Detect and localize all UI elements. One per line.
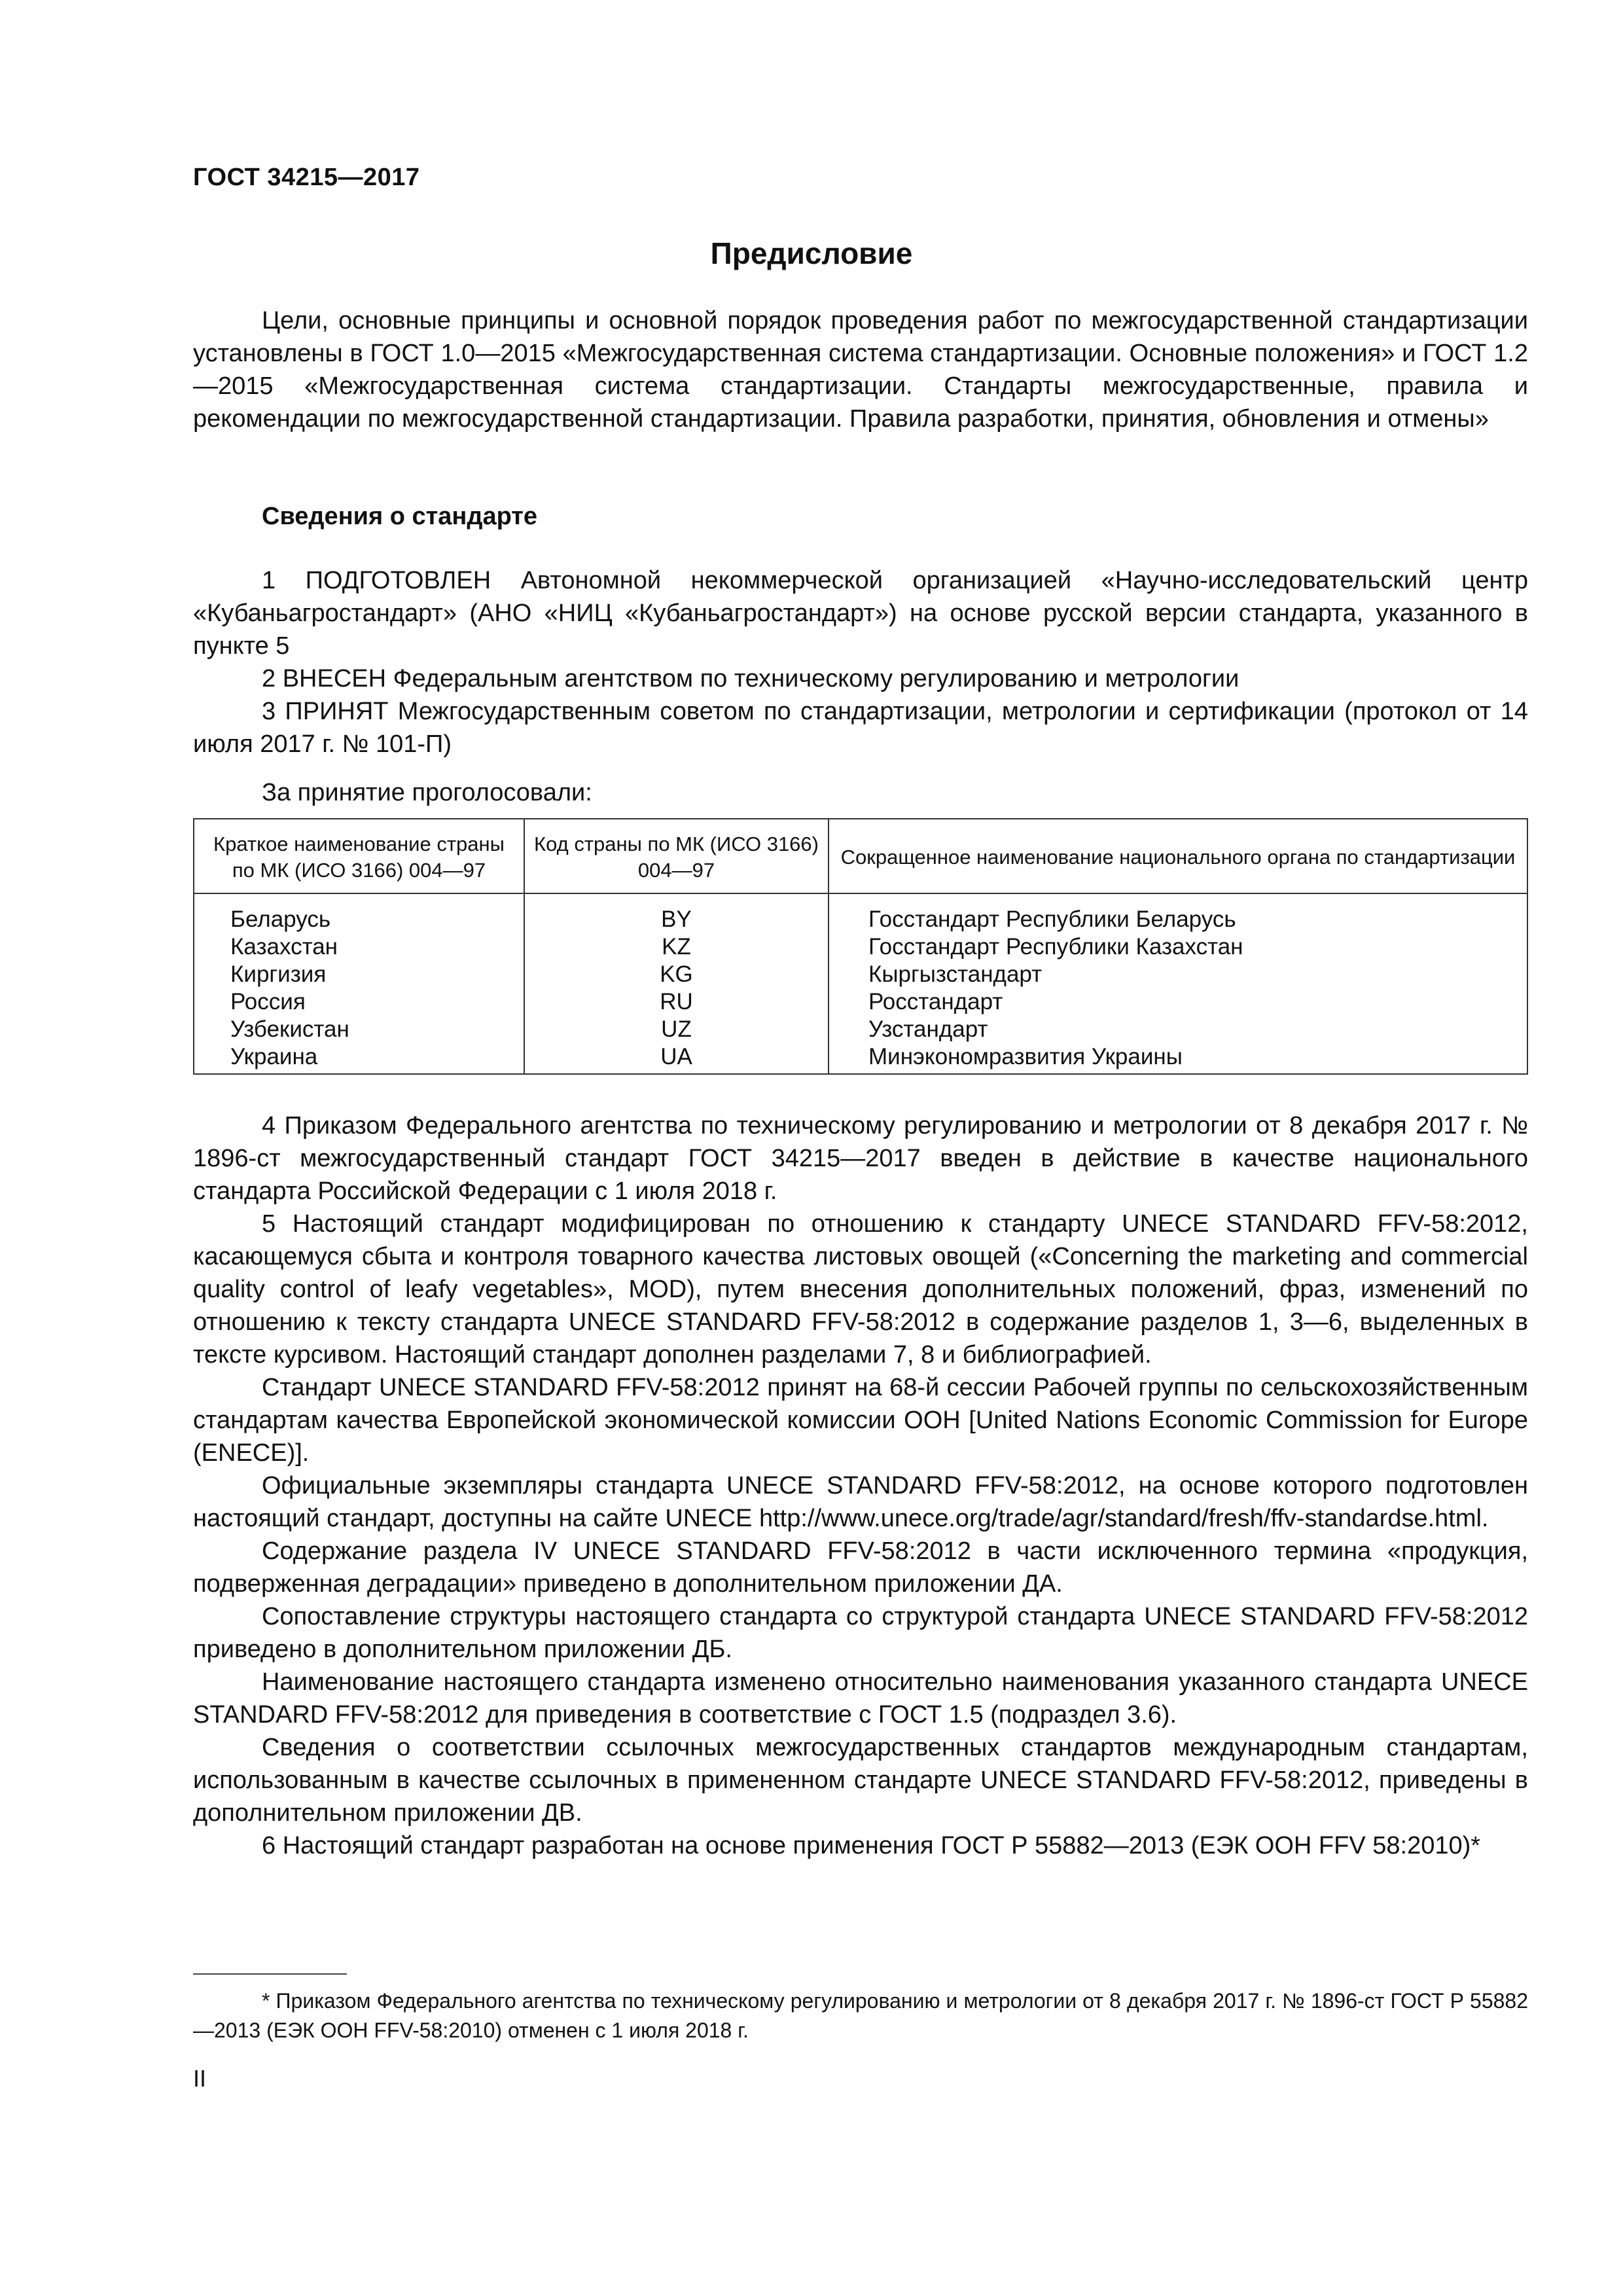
country-cell: Беларусь: [194, 893, 524, 933]
code-cell: UA: [524, 1043, 829, 1074]
page-number: II: [193, 2065, 207, 2092]
table-row: [194, 893, 1527, 933]
code-cell: UZ: [524, 1016, 829, 1043]
paragraph-structure-comparison: Сопоставление структуры настоящего стандарта со структурой стандарта UNECE STANDARD FFV-58:2012 приведено в дополнительном приложении ДБ.: [193, 1603, 1528, 1663]
items-before-table: [193, 564, 1528, 761]
item-4-enacted: 4 Приказом Федерального агентства по техническому регулированию и метрологии от 8 декабря 2017 г. № 1896-ст межгосударственный стандарт ГОСТ 34215—2017 введен в действие в качестве национального стандарта Российской Федерации с 1 июля 2018 г.: [193, 1112, 1528, 1205]
footnote-block: [193, 1986, 1528, 2045]
document-code: ГОСТ 34215—2017: [193, 164, 420, 191]
item-3-adopted: 3 ПРИНЯТ Межгосударственным советом по стандартизации, метрологии и сертификации (протокол от 14 июля 2017 г. № 101-П): [193, 698, 1528, 758]
code-cell: KZ: [524, 933, 829, 961]
country-cell: Киргизия: [194, 961, 524, 988]
footnote-text: * Приказом Федерального агентства по техническому регулированию и метрологии от 8 декабря 2017 г. № 1896-ст ГОСТ Р 55882—2013 (ЕЭК ООН FFV-58:2010) отменен с 1 июля 2018 г.: [193, 1989, 1528, 2042]
footnote-divider: [193, 1973, 347, 1975]
column-header-code: Код страны по МК (ИСО 3166) 004—97: [524, 819, 829, 893]
table-row: [194, 961, 1527, 988]
paragraph-unece-adopted: Стандарт UNECE STANDARD FFV-58:2012 принят на 68-й сессии Рабочей группы по сельскохозяйственным стандартам качества Европейской экономической комиссии ООН [United Nations Economic Commission for Europe (ENECE)].: [193, 1374, 1528, 1467]
code-cell: KG: [524, 961, 829, 988]
items-after-table: [193, 1109, 1528, 1862]
country-cell: Россия: [194, 988, 524, 1016]
column-header-org: Сокращенное наименование национального органа по стандартизации: [829, 819, 1527, 893]
org-cell: Минэкономразвития Украины: [829, 1043, 1527, 1074]
paragraph-reference-standards: Сведения о соответствии ссылочных межгосударственных стандартов международным стандартам, использованным в качестве ссылочных в примененном стандарте UNECE STANDARD FFV-58:2012, приведены в дополнительном приложении ДВ.: [193, 1734, 1528, 1827]
intro-block: [193, 304, 1528, 435]
paragraph-section-iv: Содержание раздела IV UNECE STANDARD FFV-58:2012 в части исключенного термина «продукция, подверженная деградации» приведено в дополнительном приложении ДА.: [193, 1537, 1528, 1598]
item-5-modified: 5 Настоящий стандарт модифицирован по отношению к стандарту UNECE STANDARD FFV-58:2012, касающемуся сбыта и контроля товарного качества листовых овощей («Concerning the marketing and commercial quality control of leafy vegetables», MOD), путем внесения дополнительных положений, фраз, изменений по отношению к тексту стандарта UNECE STANDARD FFV-58:2012 в содержание разделов 1, 3—6, выделенных в тексте курсивом. Настоящий стандарт дополнен разделами 7, 8 и библиографией.: [193, 1210, 1528, 1369]
paragraph-title-change: Наименование настоящего стандарта изменено относительно наименования указанного стандарта UNECE STANDARD FFV-58:2012 для приведения в соответствие с ГОСТ 1.5 (подраздел 3.6).: [193, 1668, 1528, 1729]
country-cell: Узбекистан: [194, 1016, 524, 1043]
section-heading: Сведения о стандарте: [262, 503, 538, 530]
item-6-developed: 6 Настоящий стандарт разработан на основе применения ГОСТ Р 55882—2013 (ЕЭК ООН FFV 58:2010)*: [262, 1832, 1481, 1859]
org-cell: Узстандарт: [829, 1016, 1527, 1043]
country-cell: Казахстан: [194, 933, 524, 961]
org-cell: Госстандарт Республики Казахстан: [829, 933, 1527, 961]
code-cell: BY: [524, 893, 829, 933]
code-cell: RU: [524, 988, 829, 1016]
item-2-submitted: 2 ВНЕСЕН Федеральным агентством по техническому регулированию и метрологии: [262, 665, 1240, 692]
page-title: Предисловие: [710, 236, 913, 270]
org-cell: Росстандарт: [829, 988, 1527, 1016]
org-cell: Госстандарт Республики Беларусь: [829, 893, 1527, 933]
vote-intro: За принятие проголосовали:: [262, 779, 592, 806]
country-cell: Украина: [194, 1043, 524, 1074]
paragraph-official-copies: Официальные экземпляры стандарта UNECE STANDARD FFV-58:2012, на основе которого подготовлен настоящий стандарт, доступны на сайте UNECE http://www.unece.org/trade/agr/standard/fresh/ffv-standardse.html.: [193, 1472, 1528, 1532]
intro-paragraph: Цели, основные принципы и основной порядок проведения работ по межгосударственной стандартизации установлены в ГОСТ 1.0—2015 «Межгосударственная система стандартизации. Основные положения» и ГОСТ 1.2—2015 «Межгосударственная система стандартизации. Стандарты межгосударственные, правила и рекомендации по межгосударственной стандартизации. Правила разработки, принятия, обновления и отмены»: [193, 307, 1528, 433]
item-1-prepared: 1 ПОДГОТОВЛЕН Автономной некоммерческой организацией «Научно-исследовательский центр «Кубаньагростандарт» (АНО «НИЦ «Кубаньагростандарт») на основе русской версии стандарта, указанного в пункте 5: [193, 567, 1528, 660]
table-row: [194, 988, 1527, 1016]
table-row: [194, 1016, 1527, 1043]
org-cell: Кыргызстандарт: [829, 961, 1527, 988]
table-row: [194, 933, 1527, 961]
column-header-country: Краткое наименование страны по МК (ИСО 3166) 004—97: [194, 819, 524, 893]
vote-table-header: [194, 819, 1527, 893]
table-row: [194, 1043, 1527, 1074]
vote-table: [193, 818, 1528, 1075]
